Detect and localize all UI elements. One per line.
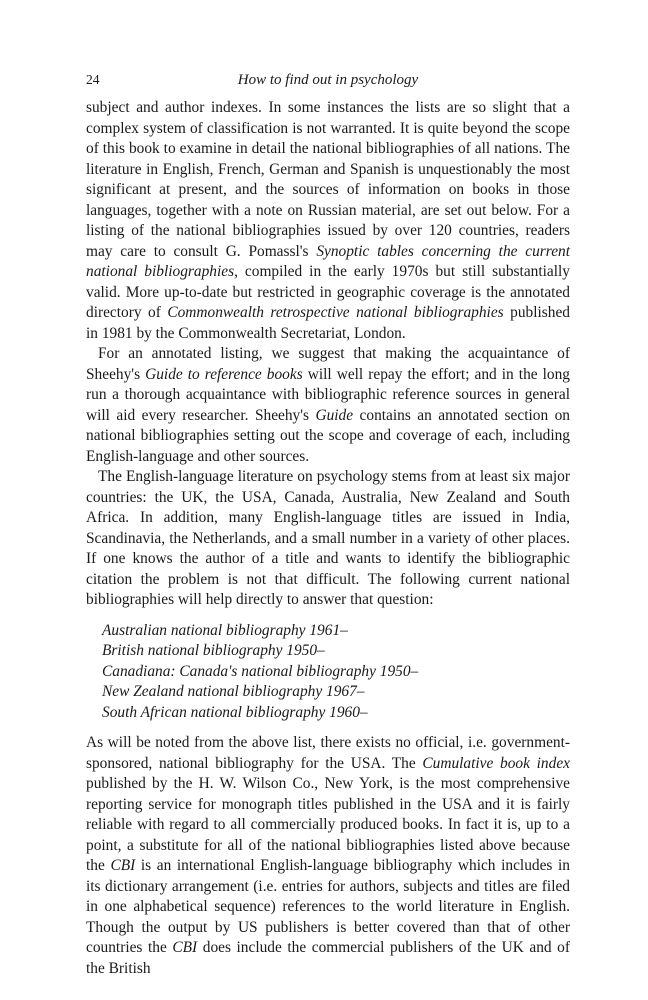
running-title: How to find out in psychology xyxy=(237,72,419,88)
italic-title-text: Cumulative book index xyxy=(422,754,570,772)
national-bibliography-list xyxy=(102,621,570,724)
italic-title-text: Synoptic tables concerning the current national bibliographies xyxy=(86,242,570,280)
text-run: subject and author indexes. In some instances the lists are so slight that a complex system of classification is not warranted. It is quite beyond the scope of this book to examine in detail the national bibliographies of all nations. The literature in English, French, German and Spanish is unquestionably the most significant at present, and the sources of information on books in those languages, together with a note on Russian material, are set out below. For a listing of the national bibliographies issued by over 120 countries, readers may care to consult G. Pomassl's xyxy=(86,99,570,260)
italic-title-text: Commonwealth retrospective national bibliographies xyxy=(167,304,504,321)
text-run: As will be noted from the above list, there exists no official, i.e. government-sponsored, national bibliography for the USA. The xyxy=(86,734,570,772)
paragraph-3 xyxy=(86,467,570,611)
paragraph-2 xyxy=(86,344,570,467)
list-item: British national bibliography 1950– xyxy=(102,642,325,659)
body-text xyxy=(86,98,570,979)
text-run: contains an annotated section on national bibliographies setting out the scope and coverage of each, including English-language and other sources. xyxy=(86,406,570,465)
list-item: South African national bibliography 1960– xyxy=(102,703,368,721)
text-run: will well repay the effort; and in the long run a thorough acquaintance with bibliographic reference sources in general will aid every researcher. Sheehy's xyxy=(86,365,570,424)
text-run: published in 1981 by the Commonwealth Secretariat, London. xyxy=(86,304,570,342)
text-run: does include the commercial publishers of the UK and of the British xyxy=(86,939,571,977)
italic-title-text: Guide to reference books xyxy=(145,365,303,383)
paragraph-4 xyxy=(86,733,570,979)
list-item: New Zealand national bibliography 1967– xyxy=(102,683,365,700)
italic-title-text: CBI xyxy=(110,857,136,874)
paragraph-1 xyxy=(86,98,570,344)
list-item: Australian national bibliography 1961– xyxy=(102,621,348,639)
page-header xyxy=(86,72,570,94)
text-run: is an international English-language bibliography which includes in its dictionary arrangement (i.e. entries for authors, subjects and titles are filed in one alphabetical sequence) references to the world literature in English. Though the output by US publishers is better covered than that of other countries the xyxy=(86,857,570,956)
text-run: The English-language literature on psychology stems from at least six major countries: the UK, the USA, Canada, Australia, New Zealand and South Africa. In addition, many English-language titles are issued in India, Scandinavia, the Netherlands, and a small number in a variety of other places. If one knows the author of a title and wants to identify the bibliographic citation the problem is not that difficult. The following current national bibliographies will help directly to answer that question: xyxy=(86,468,570,608)
list-item: Canadiana: Canada's national bibliography 1950– xyxy=(102,662,419,680)
text-run: , compiled in the early 1970s but still substantially valid. More up-to-date but restricted in geographic coverage is the annotated directory of xyxy=(86,263,570,321)
text-run: published by the H. W. Wilson Co., New York, is the most comprehensive reporting service for monograph titles published in the USA and it is fairly reliable with regard to all commercially produced books. In fact it is, up to a point, a substitute for all of the national bibliographies listed above because the xyxy=(86,775,570,874)
italic-title-text: Guide xyxy=(315,406,354,424)
italic-title-text: CBI xyxy=(172,939,198,956)
page-number: 24 xyxy=(86,72,100,87)
text-run: For an annotated listing, we suggest that making the acquaintance of Sheehy's xyxy=(86,345,570,383)
